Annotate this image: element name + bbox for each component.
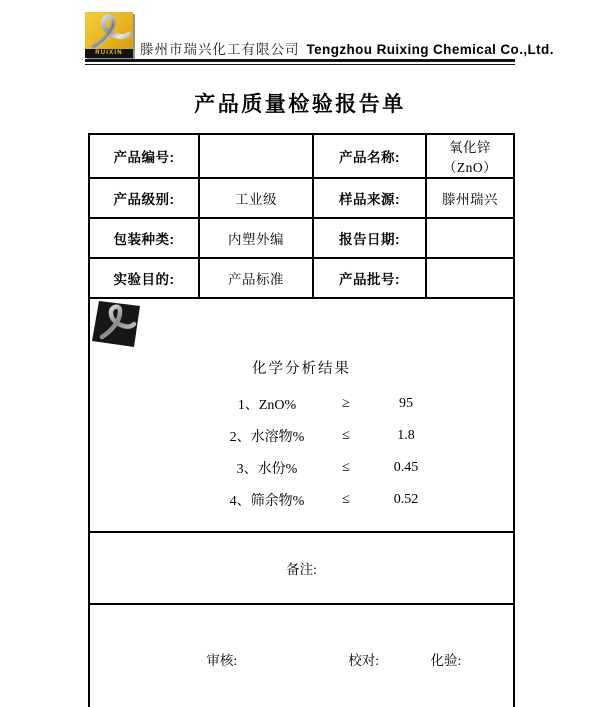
analysis-item-relation: ≤ bbox=[342, 427, 350, 443]
field-label-batch-no: 产品批号: bbox=[313, 258, 426, 298]
company-name-chinese: 滕州市瑞兴化工有限公司 bbox=[140, 42, 300, 57]
field-value-sample-source: 滕州瑞兴 bbox=[426, 178, 514, 218]
logo-r-swoosh-icon bbox=[86, 11, 132, 49]
header-rule-thin bbox=[85, 64, 515, 65]
analysis-row bbox=[89, 298, 514, 532]
signature-review-label: 审核: bbox=[206, 653, 238, 668]
analysis-item-relation: ≤ bbox=[342, 491, 350, 507]
signature-test-label: 化验: bbox=[430, 653, 462, 668]
signatures-cell bbox=[89, 604, 514, 707]
analysis-heading: 化学分析结果 bbox=[252, 360, 351, 377]
field-value-product-grade: 工业级 bbox=[199, 178, 313, 218]
table-row bbox=[89, 258, 514, 298]
analysis-item-name: 1、ZnO% bbox=[237, 397, 297, 413]
signature-proofread-label: 校对: bbox=[348, 653, 379, 668]
field-value-package-type: 内塑外编 bbox=[199, 218, 313, 258]
table-row bbox=[89, 218, 514, 258]
analysis-items bbox=[91, 388, 512, 516]
field-label-sample-source: 样品来源: bbox=[313, 178, 426, 218]
analysis-item bbox=[91, 420, 512, 452]
analysis-item-value: 0.52 bbox=[393, 491, 419, 507]
field-label-product-grade: 产品级别: bbox=[89, 178, 199, 218]
analysis-item-relation: ≥ bbox=[342, 395, 350, 411]
analysis-item-relation: ≤ bbox=[342, 459, 350, 475]
analysis-item-value: 0.45 bbox=[393, 459, 419, 475]
remarks-row bbox=[89, 532, 514, 604]
analysis-item-value: 1.8 bbox=[397, 427, 415, 443]
field-label-product-no: 产品编号: bbox=[89, 134, 199, 178]
signatures-row bbox=[89, 604, 514, 707]
field-label-test-purpose: 实验目的: bbox=[89, 258, 199, 298]
field-label-package-type: 包装种类: bbox=[89, 218, 199, 258]
analysis-item bbox=[91, 452, 512, 484]
watermark-logo-icon bbox=[92, 301, 140, 347]
company-name-line bbox=[140, 38, 554, 59]
table-row bbox=[89, 134, 514, 178]
company-name-english: Tengzhou Ruixing Chemical Co.,Ltd. bbox=[306, 42, 554, 57]
field-label-product-name: 产品名称: bbox=[313, 134, 426, 178]
company-logo bbox=[85, 12, 133, 58]
analysis-item-name: 3、水份% bbox=[236, 461, 298, 477]
analysis-item-name: 2、水溶物% bbox=[229, 429, 305, 445]
analysis-item bbox=[91, 484, 512, 516]
analysis-item-value: 95 bbox=[399, 395, 413, 411]
page-title: 产品质量检验报告单 bbox=[194, 93, 406, 116]
remarks-label: 备注: bbox=[286, 562, 317, 577]
header-rule-thick bbox=[85, 59, 515, 62]
analysis-item bbox=[91, 388, 512, 420]
field-value-product-no bbox=[199, 134, 313, 178]
report-table bbox=[88, 133, 515, 707]
table-row bbox=[89, 178, 514, 218]
field-value-report-date bbox=[426, 218, 514, 258]
logo-brand-text: RUIXIN bbox=[85, 49, 133, 58]
field-value-batch-no bbox=[426, 258, 514, 298]
field-value-product-name: 氧化锌（ZnO） bbox=[426, 134, 514, 178]
field-label-report-date: 报告日期: bbox=[313, 218, 426, 258]
analysis-cell bbox=[89, 298, 514, 532]
remarks-cell bbox=[89, 532, 514, 604]
analysis-item-name: 4、筛余物% bbox=[229, 493, 305, 509]
field-value-test-purpose: 产品标准 bbox=[199, 258, 313, 298]
